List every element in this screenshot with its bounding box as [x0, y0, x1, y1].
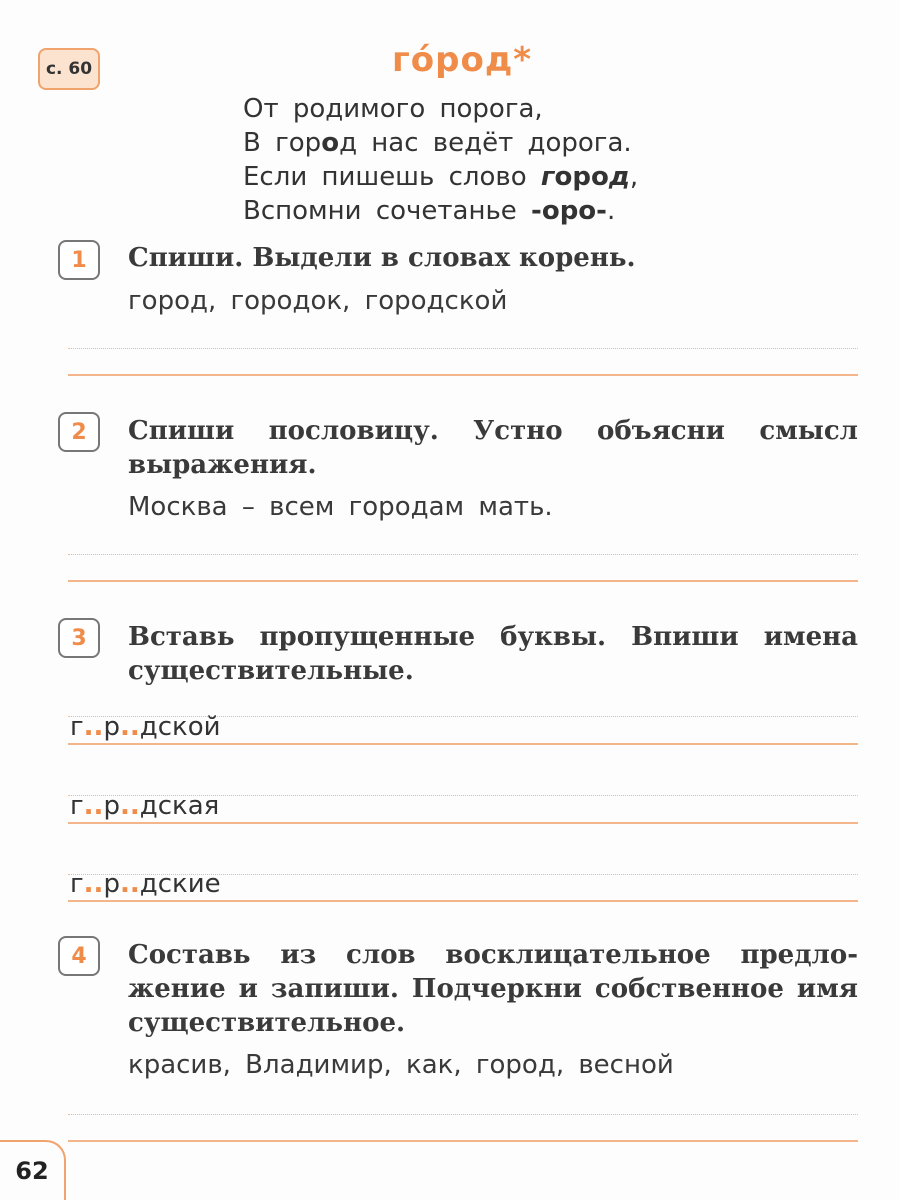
- task-2-words: Москва – всем городам мать.: [128, 492, 553, 522]
- task-3-instruction: Вставь пропущенные буквы. Впиши имена существительные.: [128, 622, 858, 686]
- page-title: го́род*: [392, 40, 533, 80]
- poem-text: Если пишешь слово: [243, 162, 541, 192]
- poem-text: Вспомни сочетанье: [243, 196, 532, 226]
- poem-line-2: [243, 126, 638, 160]
- poem-line-3: [243, 160, 638, 194]
- missing-letter-gap: ..: [119, 712, 140, 742]
- poem-highlight: г: [540, 162, 555, 192]
- missing-letter-gap: ..: [83, 869, 104, 899]
- poem-highlight: о: [321, 128, 340, 158]
- writing-line[interactable]: [68, 374, 858, 376]
- writing-line-guide[interactable]: [68, 554, 858, 555]
- task-number-2: 2: [58, 412, 100, 452]
- poem-text: В гор: [243, 128, 322, 158]
- word-part: дская: [139, 791, 220, 821]
- writing-line-guide[interactable]: [68, 1114, 858, 1115]
- rule-poem: [243, 92, 638, 228]
- missing-letter-gap: ..: [119, 791, 140, 821]
- poem-text: .: [606, 196, 616, 226]
- writing-line[interactable]: [68, 580, 858, 582]
- task-number-3: 3: [58, 618, 100, 658]
- word-part: г: [70, 791, 84, 821]
- fill-in-word-2: [70, 791, 219, 821]
- word-part: р: [103, 712, 120, 742]
- missing-letter-gap: ..: [83, 791, 104, 821]
- task-4-words: красив, Владимир, как, город, весной: [128, 1050, 674, 1080]
- task-number-4: 4: [58, 936, 100, 976]
- missing-letter-gap: ..: [83, 712, 104, 742]
- poem-highlight: оро: [554, 162, 609, 192]
- page-reference-label: с. 60: [45, 59, 93, 79]
- writing-line[interactable]: [68, 1140, 858, 1142]
- task-1-instruction: Спиши. Выдели в словах корень.: [128, 243, 636, 273]
- writing-line[interactable]: [68, 822, 858, 824]
- page-number: [0, 1140, 66, 1200]
- fill-in-word-1: [70, 712, 221, 742]
- task-number-1: 1: [58, 240, 100, 280]
- word-part: р: [103, 869, 120, 899]
- writing-line[interactable]: [68, 900, 858, 902]
- word-part: дской: [139, 712, 221, 742]
- word-part: р: [103, 791, 120, 821]
- task-4-instruction: Составь из слов восклицательное предло-жение и запиши. Подчеркни собственное имя существительное.: [128, 940, 858, 1038]
- page-reference-badge: [38, 48, 100, 90]
- word-part: дские: [139, 869, 221, 899]
- poem-line-1: От родимого порога,: [243, 94, 543, 124]
- writing-line[interactable]: [68, 743, 858, 745]
- task-2-instruction: Спиши пословицу. Устно объясни смысл выражения.: [128, 416, 858, 480]
- poem-text: д нас ведёт дорога.: [339, 128, 632, 158]
- poem-highlight: -оро-: [531, 196, 607, 226]
- page-number-label: 62: [15, 1157, 49, 1185]
- poem-line-4: [243, 194, 638, 228]
- writing-line-guide[interactable]: [68, 348, 858, 349]
- task-1-words: город, городок, городской: [128, 286, 508, 316]
- fill-in-word-3: [70, 869, 221, 899]
- word-part: г: [70, 869, 84, 899]
- missing-letter-gap: ..: [119, 869, 140, 899]
- word-part: г: [70, 712, 84, 742]
- poem-highlight: д: [608, 162, 630, 192]
- poem-text: ,: [629, 162, 639, 192]
